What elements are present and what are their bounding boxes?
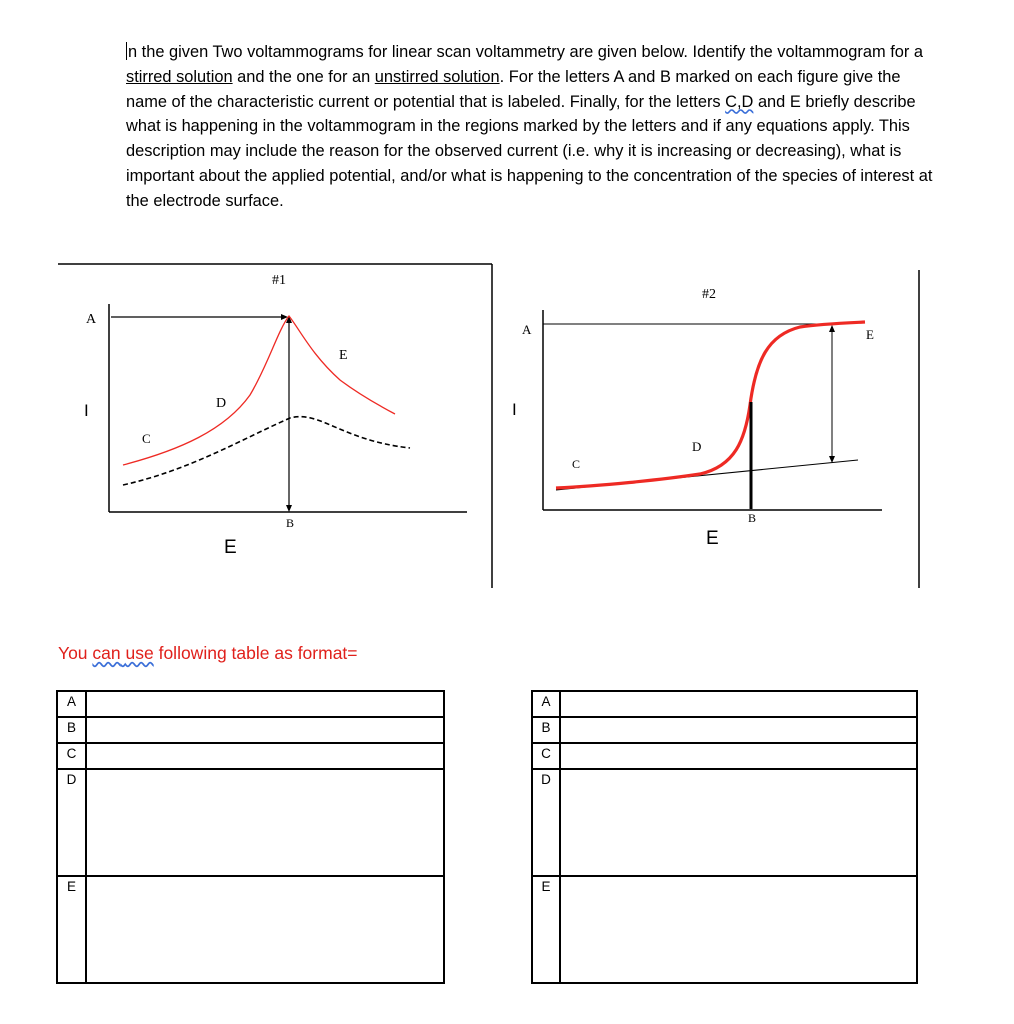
table-right-label-b: B <box>532 717 560 743</box>
table-left-cell-d[interactable] <box>86 769 444 876</box>
note-can: can <box>92 643 121 663</box>
figure-2-label-d: D <box>692 439 702 454</box>
table-right-cell-a[interactable] <box>560 691 917 717</box>
figure-2-arrowhead-top <box>829 325 835 332</box>
answer-table-left <box>56 690 445 984</box>
table-left-label-c: C <box>57 743 86 769</box>
table-right-label-e: E <box>532 876 560 983</box>
table-left-label-e: E <box>57 876 86 983</box>
note-use: use <box>125 643 154 663</box>
figure-1-title: #1 <box>272 273 286 288</box>
table-right-label-c: C <box>532 743 560 769</box>
figure-2-label-e: E <box>866 327 874 342</box>
figure-1-xlabel: E <box>224 537 237 558</box>
cd-spellcheck: C,D <box>725 92 754 111</box>
figure-2-label-a: A <box>522 322 532 337</box>
table-right-cell-e[interactable] <box>560 876 917 983</box>
table-format-note: You can use following table as format= <box>58 643 358 663</box>
figure-2-xlabel: E <box>706 528 719 549</box>
table-right-cell-b[interactable] <box>560 717 917 743</box>
table-right-label-a: A <box>532 691 560 717</box>
figure-1-label-a: A <box>86 312 97 327</box>
figure-1 <box>58 264 492 588</box>
figure-2-red-curve <box>556 322 865 488</box>
figure-1-red-curve <box>123 316 395 465</box>
figure-1-dashed-baseline <box>123 417 410 485</box>
table-right-cell-c[interactable] <box>560 743 917 769</box>
table-right-label-d: D <box>532 769 560 876</box>
figure-2-title: #2 <box>702 287 716 302</box>
answer-table-right <box>531 690 918 984</box>
unstirred-solution-underlined: unstirred solution <box>374 67 500 86</box>
figure-1-label-b: B <box>286 516 295 530</box>
stirred-solution-underlined: stirred solution <box>126 67 233 86</box>
table-right-cell-d[interactable] <box>560 769 917 876</box>
figure-1-label-c: C <box>142 431 151 446</box>
figure-1-label-e: E <box>339 348 348 363</box>
figure-1-arrowhead-b <box>286 505 292 512</box>
figure-2 <box>512 270 919 588</box>
figure-1-ylabel: I <box>84 401 89 420</box>
figure-2-label-c: C <box>572 457 581 471</box>
figure-2-ylabel: I <box>512 400 517 419</box>
table-left-cell-b[interactable] <box>86 717 444 743</box>
figure-2-label-b: B <box>748 511 757 525</box>
table-left-label-a: A <box>57 691 86 717</box>
table-left-cell-c[interactable] <box>86 743 444 769</box>
table-left-label-d: D <box>57 769 86 876</box>
table-left-cell-a[interactable] <box>86 691 444 717</box>
table-left-label-b: B <box>57 717 86 743</box>
question-text: n the given Two voltammograms for linear scan voltammetry are given below. Identify the voltammogram for a stirred solution and the one for an unstirred solution. For the letters A and B marked on each figure give the name of the characteristic current or potential that is labeled. Finally, for the letters C,D and E briefly describe what is happening in the voltammogram in the regions marked by the letters and if any equations apply. This description may include the reason for the observed current (i.e. why it is increasing or decreasing), what is important about the applied potential, and/or what is happening to the concentration of the species of interest at the electrode surface. <box>126 43 933 210</box>
figure-1-label-d: D <box>216 396 227 411</box>
table-left-cell-e[interactable] <box>86 876 444 983</box>
